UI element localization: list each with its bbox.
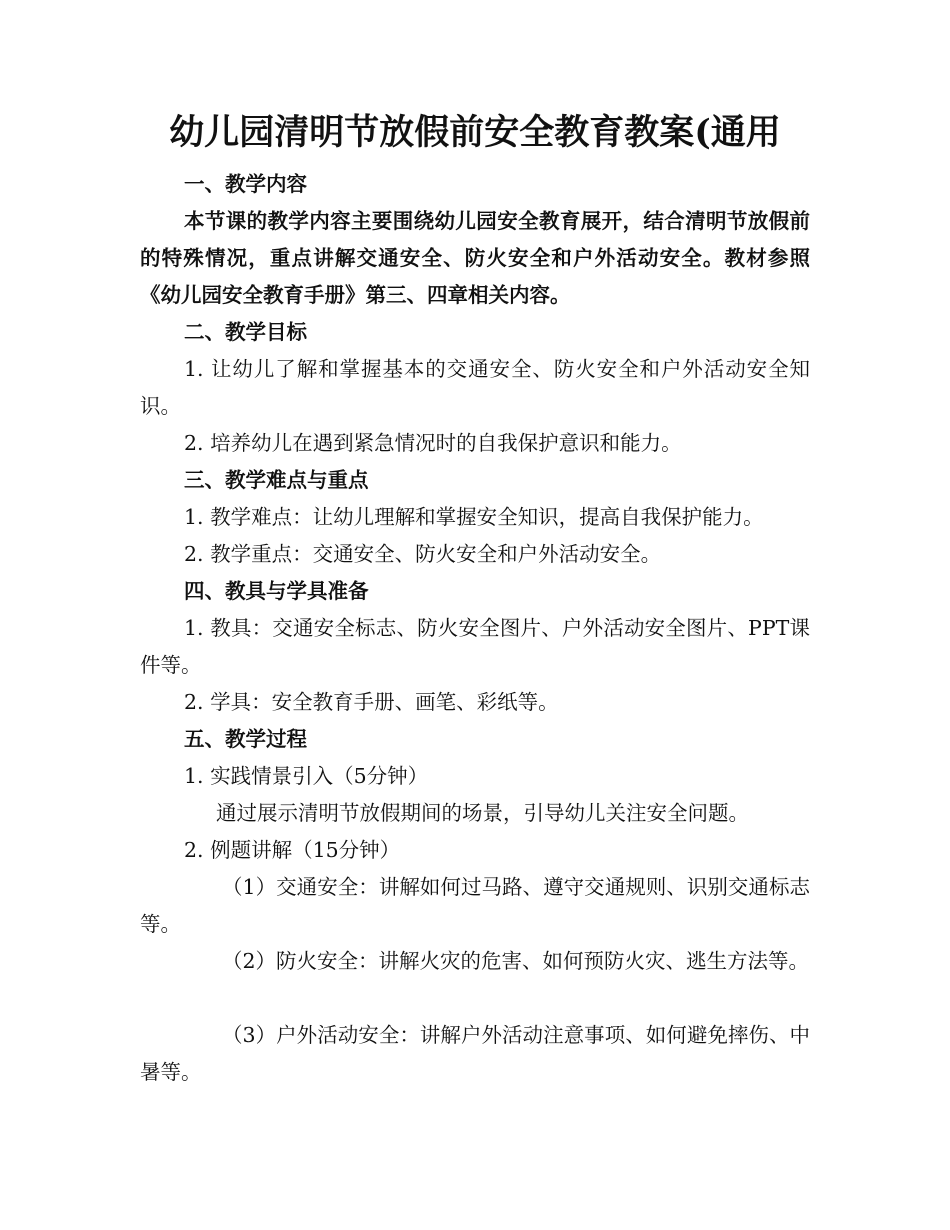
section-heading-process: 五、教学过程 <box>184 727 307 751</box>
process-sub-item-2: （2）防火安全：讲解火灾的危害、如何预防火灾、逃生方法等。 <box>222 949 810 973</box>
difficulty-item-1: 1. 教学难点：让幼儿理解和掌握安全知识，提高自我保护能力。 <box>184 505 764 529</box>
section-heading-objectives: 二、教学目标 <box>184 320 307 344</box>
materials-item-2: 2. 学具：安全教育手册、画笔、彩纸等。 <box>184 690 559 714</box>
difficulty-item-2: 2. 教学重点：交通安全、防火安全和户外活动安全。 <box>184 542 662 566</box>
section-heading-materials: 四、教具与学具准备 <box>184 579 369 603</box>
section-paragraph-content: 本节课的教学内容主要围绕幼儿园安全教育展开，结合清明节放假前的特殊情况，重点讲解交通安全、防火安全和户外活动安全。教材参照《幼儿园安全教育手册》第三、四章相关内容。 <box>140 209 810 307</box>
objective-item-2: 2. 培养幼儿在遇到紧急情况时的自我保护意识和能力。 <box>184 431 682 455</box>
process-sub-item-3: （3）户外活动安全：讲解户外活动注意事项、如何避免摔伤、中暑等。 <box>140 1023 810 1084</box>
section-heading-difficulties: 三、教学难点与重点 <box>184 468 369 492</box>
document-title: 幼儿园清明节放假前安全教育教案(通用 <box>169 112 781 153</box>
process-step-1: 1. 实践情景引入（5分钟） <box>184 764 429 788</box>
process-step-2: 2. 例题讲解（15分钟） <box>184 838 401 862</box>
materials-item-1: 1. 教具：交通安全标志、防火安全图片、户外活动安全图片、PPT课件等。 <box>140 616 810 677</box>
section-heading-content: 一、教学内容 <box>184 172 307 196</box>
objective-item-1: 1. 让幼儿了解和掌握基本的交通安全、防火安全和户外活动安全知识。 <box>140 357 810 418</box>
process-step-1-detail: 通过展示清明节放假期间的场景，引导幼儿关注安全问题。 <box>216 801 749 825</box>
process-sub-item-1: （1）交通安全：讲解如何过马路、遵守交通规则、识别交通标志等。 <box>140 875 810 936</box>
